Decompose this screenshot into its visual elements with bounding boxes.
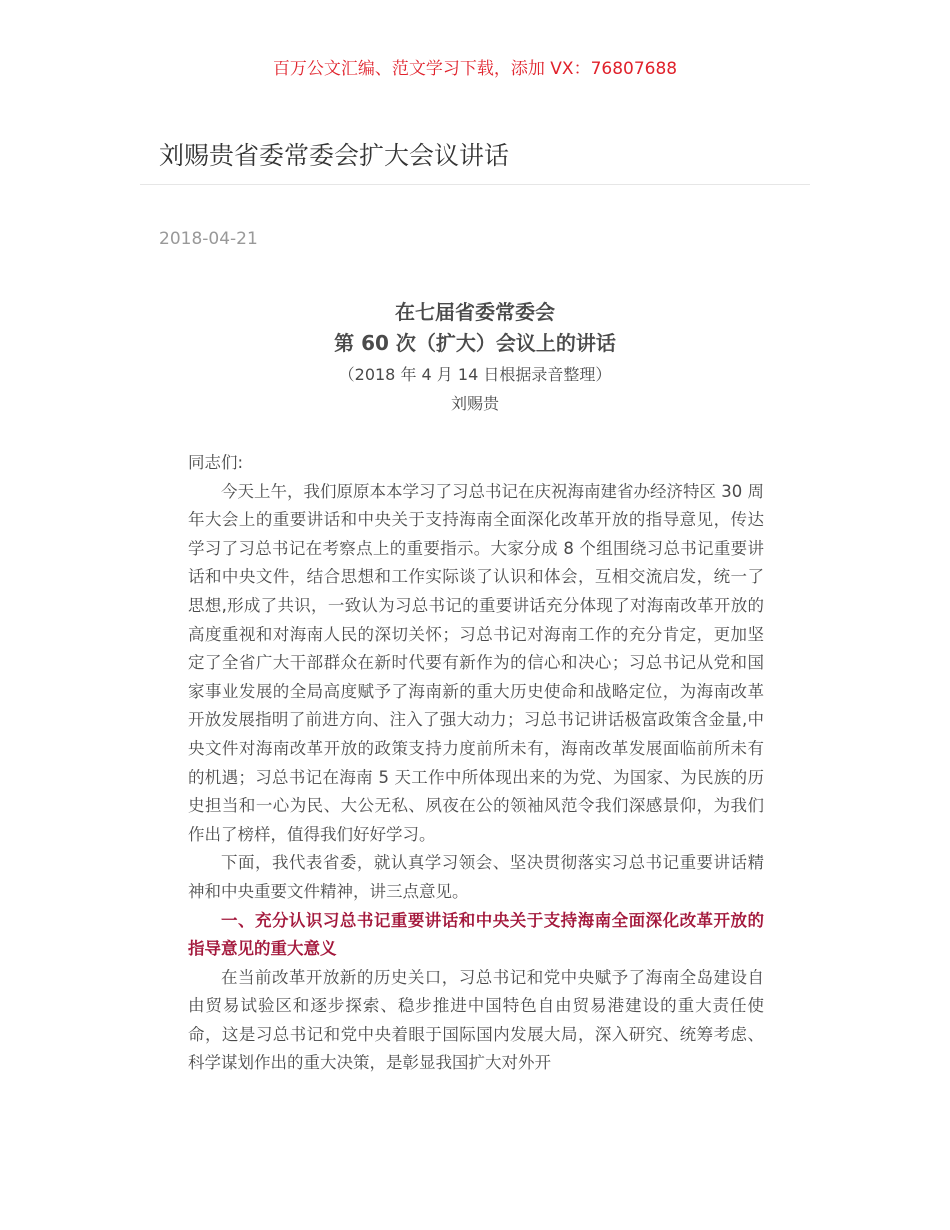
publish-date: 2018-04-21: [159, 229, 258, 249]
page-title: 刘赐贵省委常委会扩大会议讲话: [159, 141, 510, 170]
article-body: [188, 449, 764, 1078]
body-paragraph: 下面，我代表省委，就认真学习领会、坚决贯彻落实习总书记重要讲话精神和中央重要文件精神，讲三点意见。: [188, 853, 764, 901]
title-divider: [140, 184, 810, 185]
speech-heading-line2: 第 60 次（扩大）会议上的讲话: [334, 331, 616, 355]
speech-heading-line1: 在七届省委常委会: [395, 300, 555, 324]
speech-author: 刘赐贵: [450, 394, 499, 413]
speech-subheading: （2018 年 4 月 14 日根据录音整理）: [338, 365, 612, 384]
promo-banner: 百万公文汇编、范文学习下载，添加 VX：76807688: [272, 59, 678, 79]
salutation: 同志们:: [188, 453, 244, 472]
section-heading: 一、充分认识习总书记重要讲话和中央关于支持海南全面深化改革开放的指导意见的重大意义: [188, 910, 764, 959]
body-paragraph: 在当前改革开放新的历史关口，习总书记和党中央赋予了海南全岛建设自由贸易试验区和逐步探索、稳步推进中国特色自由贸易港建设的重大责任使命，这是习总书记和党中央着眼于国际国内发展大局，深入研究、统筹考虑、科学谋划作出的重大决策，是彰显我国扩大对外开: [188, 967, 764, 1073]
body-paragraph: 今天上午，我们原原本本学习了习总书记在庆祝海南建省办经济特区 30 周年大会上的重要讲话和中央关于支持海南全面深化改革开放的指导意见，传达学习了习总书记在考察点上的重要指示。大家分成 8 个组围绕习总书记重要讲话和中央文件，结合思想和工作实际谈了认识和体会，互相交流启发，统一了思想,形成了共识，一致认为习总书记的重要讲话充分体现了对海南改革开放的高度重视和对海南人民的深切关怀；习总书记对海南工作的充分肯定，更加坚定了全省广大干部群众在新时代要有新作为的信心和决心；习总书记从党和国家事业发展的全局高度赋予了海南新的重大历史使命和战略定位，为海南改革开放发展指明了前进方向、注入了强大动力；习总书记讲话极富政策含金量,中央文件对海南改革开放的政策支持力度前所未有，海南改革发展面临前所未有的机遇；习总书记在海南 5 天工作中所体现出来的为党、为国家、为民族的历史担当和一心为民、大公无私、夙夜在公的领袖风范令我们深感景仰，为我们作出了榜样，值得我们好好学习。: [188, 481, 764, 844]
